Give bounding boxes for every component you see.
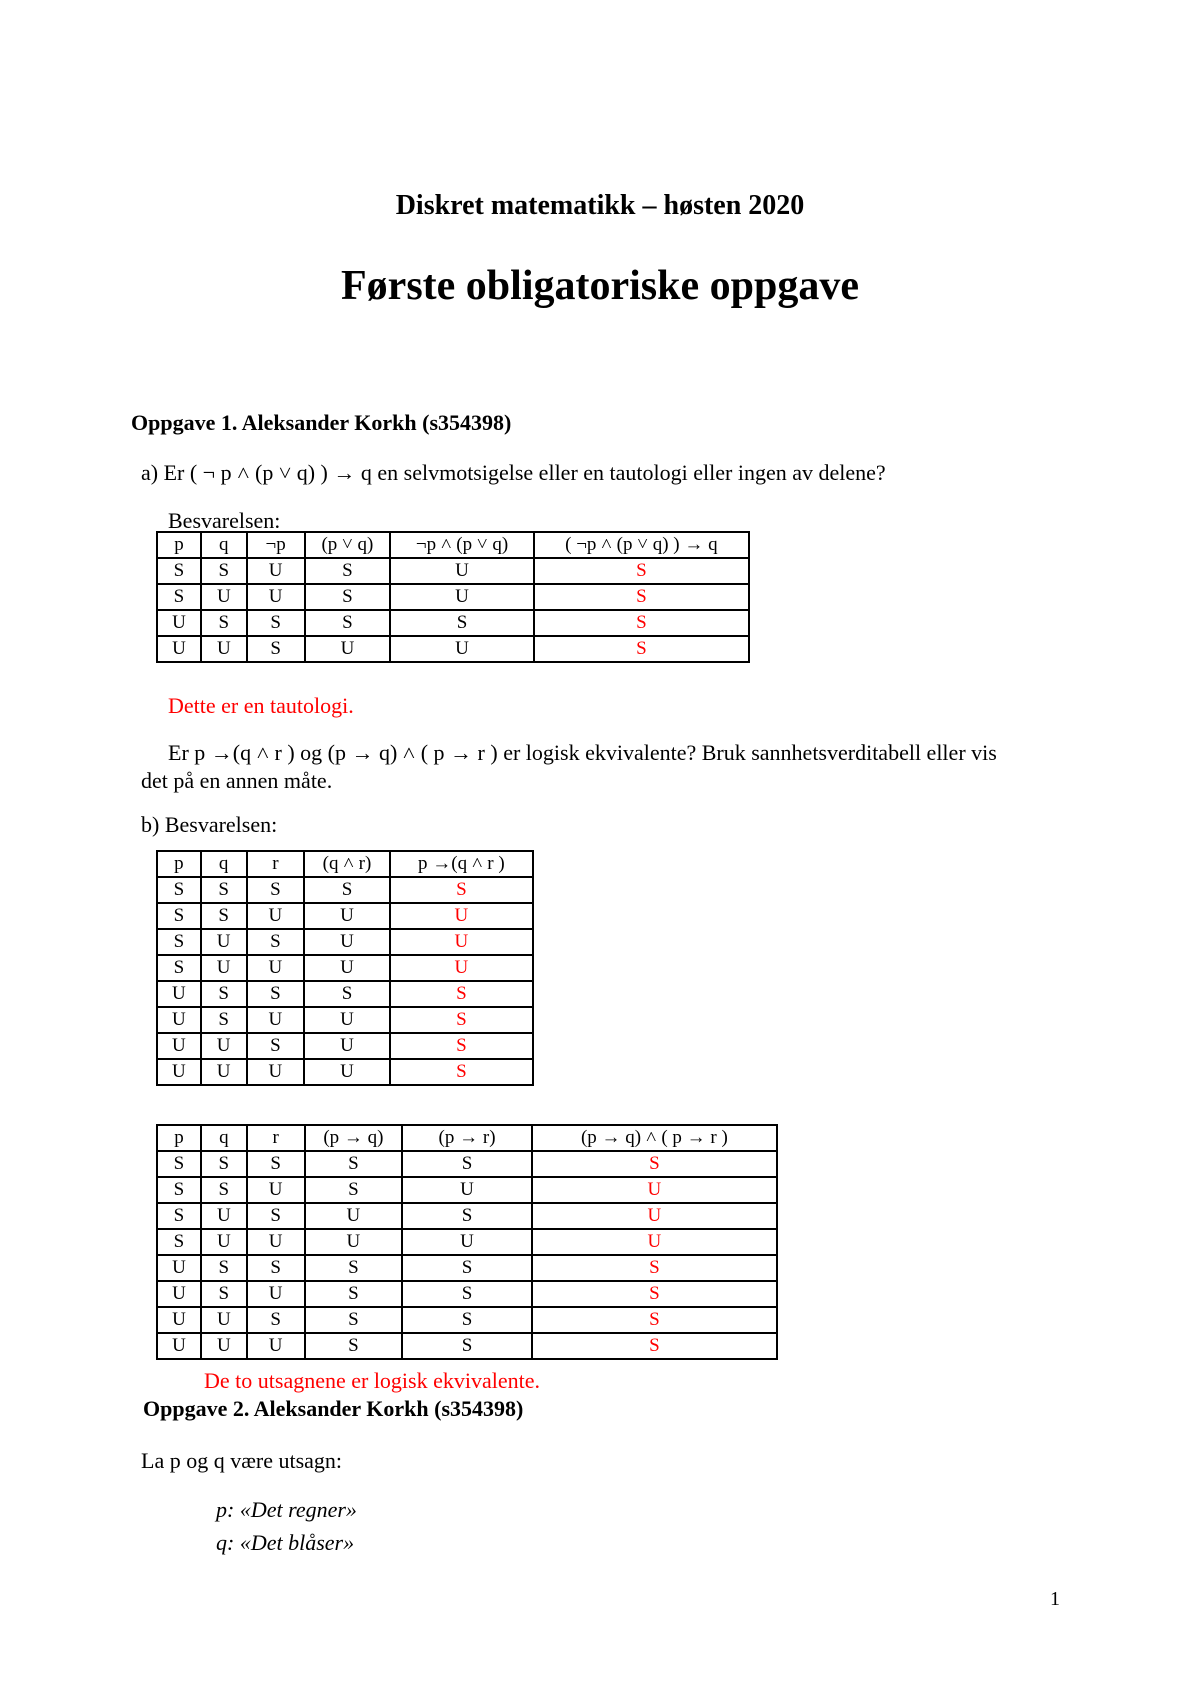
result-cell: S (390, 877, 533, 903)
result-cell: S (532, 1307, 777, 1333)
table-cell: U (247, 1177, 305, 1203)
table-cell: U (201, 1059, 247, 1085)
result-cell: S (534, 558, 749, 584)
table-cell: S (305, 558, 391, 584)
table-cell: S (201, 1281, 247, 1307)
table-cell: U (247, 1059, 305, 1085)
table-cell: U (201, 955, 247, 981)
column-header: q (201, 1125, 247, 1151)
table-cell: S (247, 1033, 305, 1059)
table-cell: U (201, 929, 247, 955)
question-a: a) Er ( ¬ p ˄ (p ˅ q) ) → q en selvmotsigelse eller en tautologi eller ingen av delene? (141, 460, 886, 485)
table-row (157, 584, 749, 610)
column-header: q (201, 851, 247, 877)
truth-table-b1 (156, 850, 534, 1086)
question-b-line2: det på en annen måte. (141, 768, 333, 793)
table-cell: S (247, 1255, 305, 1281)
column-header: p (157, 851, 201, 877)
table-cell: S (201, 610, 247, 636)
table-cell: S (157, 1229, 201, 1255)
result-cell: S (390, 1059, 533, 1085)
table-cell: S (247, 636, 305, 662)
result-cell: S (534, 610, 749, 636)
table-cell: U (201, 1229, 247, 1255)
result-cell: S (534, 584, 749, 610)
table-cell: U (201, 636, 247, 662)
table-row (157, 1307, 777, 1333)
table-cell: S (157, 1151, 201, 1177)
table-cell: U (201, 1333, 247, 1359)
header-row (157, 1125, 777, 1151)
column-header: (p ˅ q) (305, 532, 391, 558)
table-cell: U (247, 903, 305, 929)
table-row (157, 636, 749, 662)
table-cell: U (247, 558, 305, 584)
table-cell: U (304, 1033, 390, 1059)
page-number: 1 (1050, 1588, 1060, 1610)
table-cell: U (247, 1333, 305, 1359)
table-row (157, 1229, 777, 1255)
column-header: ¬p (247, 532, 305, 558)
table-cell: U (201, 1203, 247, 1229)
table-cell: S (402, 1203, 532, 1229)
table-cell: S (402, 1255, 532, 1281)
table-row (157, 1255, 777, 1281)
table-cell: U (157, 610, 201, 636)
task2-intro: La p og q være utsagn: (141, 1448, 343, 1473)
table-cell: U (402, 1229, 532, 1255)
course-subtitle: Diskret matematikk – høsten 2020 (395, 190, 805, 221)
table-cell: S (157, 877, 201, 903)
table-cell: U (305, 636, 391, 662)
table-cell: S (201, 877, 247, 903)
table-cell: U (201, 1033, 247, 1059)
table-row (157, 903, 533, 929)
table-cell: U (157, 1033, 201, 1059)
table-row (157, 1203, 777, 1229)
result-cell: S (390, 1007, 533, 1033)
table-cell: S (247, 981, 305, 1007)
column-header: r (247, 851, 305, 877)
result-cell: U (532, 1229, 777, 1255)
column-header: ( ¬p ˄ (p ˅ q) ) → q (534, 532, 749, 558)
table-cell: S (305, 610, 391, 636)
table-cell: S (157, 1203, 201, 1229)
header-row (157, 851, 533, 877)
statement-q: q: «Det blåser» (216, 1530, 355, 1555)
statement-p: p: «Det regner» (216, 1497, 357, 1522)
table-cell: U (304, 1007, 390, 1033)
table-cell: U (390, 558, 533, 584)
table-row (157, 1151, 777, 1177)
table-cell: S (402, 1151, 532, 1177)
table-cell: S (247, 929, 305, 955)
table-cell: S (201, 1151, 247, 1177)
conclusion-b: De to utsagnene er logisk ekvivalente. (204, 1368, 541, 1393)
table-cell: S (390, 610, 533, 636)
result-cell: U (390, 955, 533, 981)
table-cell: S (305, 1177, 403, 1203)
result-cell: S (532, 1281, 777, 1307)
table-cell: U (157, 636, 201, 662)
column-header: p (157, 532, 201, 558)
table-cell: S (304, 877, 390, 903)
table-cell: S (305, 1255, 403, 1281)
table-cell: U (157, 1255, 201, 1281)
table-cell: S (402, 1333, 532, 1359)
table-cell: U (201, 584, 247, 610)
table-cell: S (201, 1007, 247, 1033)
truth-table-b2 (156, 1124, 778, 1360)
table-cell: U (157, 1281, 201, 1307)
result-cell: U (532, 1203, 777, 1229)
result-cell: S (532, 1333, 777, 1359)
table-cell: U (157, 1307, 201, 1333)
table-cell: U (247, 955, 305, 981)
table-cell: U (201, 1307, 247, 1333)
table-cell: S (157, 955, 201, 981)
table-cell: U (247, 1281, 305, 1307)
table-cell: S (247, 1203, 305, 1229)
header-row (157, 532, 749, 558)
task1-heading: Oppgave 1. Aleksander Korkh (s354398) (131, 410, 512, 435)
table-cell: U (305, 1229, 403, 1255)
table-cell: S (201, 1255, 247, 1281)
table-cell: S (304, 981, 390, 1007)
table-cell: U (157, 1333, 201, 1359)
column-header: (q ˄ r) (304, 851, 390, 877)
table-cell: U (304, 929, 390, 955)
table-cell: U (304, 903, 390, 929)
table-cell: U (247, 1007, 305, 1033)
table-cell: U (157, 1059, 201, 1085)
question-b-line1: Er p →(q ˄ r ) og (p → q) ˄ ( p → r ) er logisk ekvivalente? Bruk sannhetsverditabell eller vis (168, 740, 997, 765)
result-cell: S (532, 1151, 777, 1177)
table-cell: S (157, 1177, 201, 1203)
table-cell: S (305, 1333, 403, 1359)
column-header: ¬p ˄ (p ˅ q) (390, 532, 533, 558)
task2-heading: Oppgave 2. Aleksander Korkh (s354398) (143, 1396, 524, 1421)
column-header: p →(q ˄ r ) (390, 851, 533, 877)
table-row (157, 1059, 533, 1085)
table-cell: S (157, 584, 201, 610)
table-row (157, 1333, 777, 1359)
table-row (157, 1177, 777, 1203)
table-cell: U (247, 1229, 305, 1255)
table-row (157, 981, 533, 1007)
table-cell: U (157, 1007, 201, 1033)
result-cell: S (390, 981, 533, 1007)
document-title: Første obligatoriske oppgave (341, 263, 859, 309)
result-cell: S (534, 636, 749, 662)
table-cell: S (201, 1177, 247, 1203)
table-cell: S (157, 558, 201, 584)
conclusion-a: Dette er en tautologi. (168, 693, 354, 718)
table-row (157, 1007, 533, 1033)
table-cell: S (247, 610, 305, 636)
table-cell: S (201, 903, 247, 929)
table-cell: S (157, 929, 201, 955)
column-header: (p → q) ˄ ( p → r ) (532, 1125, 777, 1151)
table-cell: S (305, 1281, 403, 1307)
column-header: (p → q) (305, 1125, 403, 1151)
table-cell: S (402, 1307, 532, 1333)
table-cell: S (305, 584, 391, 610)
table-cell: U (304, 1059, 390, 1085)
result-cell: S (390, 1033, 533, 1059)
result-cell: U (390, 903, 533, 929)
table-row (157, 1281, 777, 1307)
table-cell: S (157, 903, 201, 929)
table-cell: S (305, 1307, 403, 1333)
table-cell: S (247, 877, 305, 903)
table-row (157, 955, 533, 981)
table-cell: S (247, 1307, 305, 1333)
result-cell: U (532, 1177, 777, 1203)
table-cell: U (390, 584, 533, 610)
table-cell: S (201, 981, 247, 1007)
answer-b-label: b) Besvarelsen: (141, 812, 278, 837)
table-row (157, 1033, 533, 1059)
table-cell: U (390, 636, 533, 662)
table-cell: U (402, 1177, 532, 1203)
table-cell: U (157, 981, 201, 1007)
column-header: q (201, 532, 247, 558)
table-cell: S (247, 1151, 305, 1177)
column-header: p (157, 1125, 201, 1151)
table-cell: S (402, 1281, 532, 1307)
table-cell: U (305, 1203, 403, 1229)
column-header: (p → r) (402, 1125, 532, 1151)
column-header: r (247, 1125, 305, 1151)
answer-label: Besvarelsen: (168, 508, 281, 533)
table-cell: S (305, 1151, 403, 1177)
result-cell: S (532, 1255, 777, 1281)
truth-table-a (156, 531, 750, 663)
result-cell: U (390, 929, 533, 955)
table-row (157, 877, 533, 903)
table-cell: S (201, 558, 247, 584)
table-cell: U (247, 584, 305, 610)
table-row (157, 558, 749, 584)
table-row (157, 929, 533, 955)
table-cell: U (304, 955, 390, 981)
table-row (157, 610, 749, 636)
